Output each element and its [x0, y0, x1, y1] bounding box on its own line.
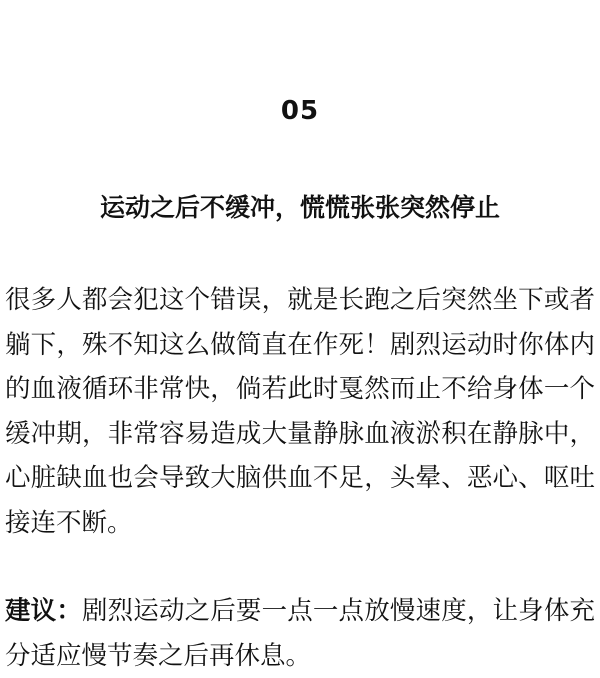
section-number: 05	[280, 96, 320, 126]
body-paragraph: 很多人都会犯这个错误，就是长跑之后突然坐下或者躺下，殊不知这么做简直在作死！剧烈运动时你体内的血液循环非常快，倘若此时戛然而止不给身体一个缓冲期，非常容易造成大量静脉血液淤积在静脉中，心脏缺血也会导致大脑供血不足，头晕、恶心、呕吐接连不断。	[5, 285, 595, 538]
advice-label: 建议：	[5, 596, 82, 626]
section-title: 运动之后不缓冲，慌慌张张突然停止	[99, 193, 500, 222]
advice-paragraph	[5, 589, 595, 678]
advice-text: 剧烈运动之后要一点一点放慢速度，让身体充分适应慢节奏之后再休息。	[5, 596, 595, 671]
